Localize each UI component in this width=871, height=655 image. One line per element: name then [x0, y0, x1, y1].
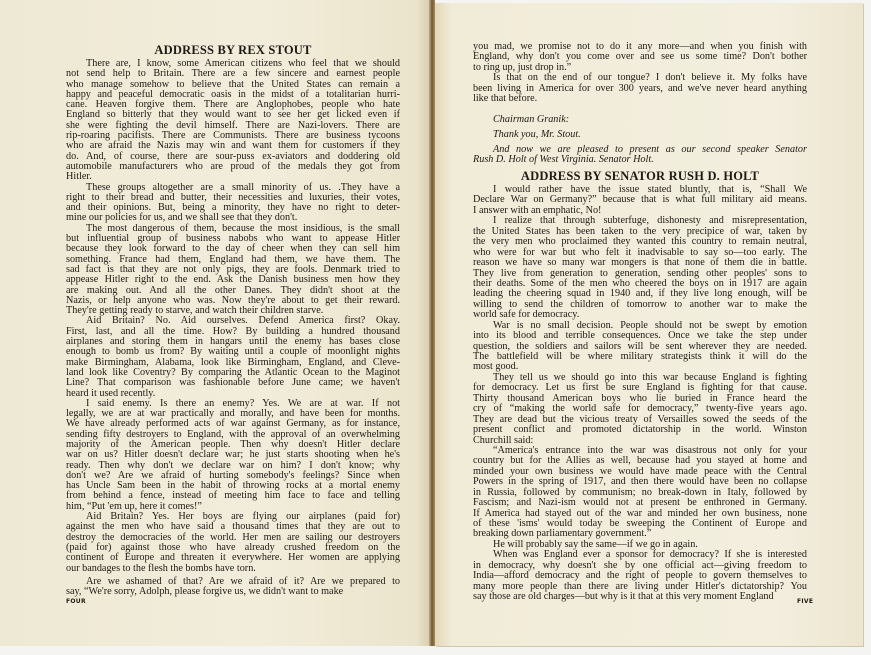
text-line: minded your own business we would have made peace with the Central — [473, 465, 807, 477]
text-line: “America's entrance into the war was disastrous not only for your — [493, 444, 807, 456]
text-line: They are dead but the vicious treaty of Versailles sowed the seeds of the — [473, 413, 807, 425]
text-line: country but for the Allies as well, because had you stayed at home and — [473, 455, 807, 467]
text-line: question, the soldiers and sailors will be sent wherever they are needed. — [473, 340, 807, 352]
text-line: been living in America for over 300 years, and we've never heard anything — [473, 82, 807, 94]
text-line: heard it used recently. — [66, 387, 156, 399]
text-line: do. And, of course, there are sour-puss ex-aviators and doddering old — [66, 150, 400, 162]
text-line: Powers in the spring of 1917, and then there would have been no collapse — [473, 476, 807, 488]
text-line: has Uncle Sam been in the habit of throwing rocks at a mortal enemy — [66, 480, 400, 492]
paragraph — [66, 399, 400, 512]
text-line: cane. Heaven forgive them. There are Anglophobes, people who hate — [66, 99, 400, 111]
text-line: Aid Britain? No. Aid ourselves. Defend America first? Okay. — [86, 315, 400, 327]
paragraph — [473, 185, 807, 216]
text-line: England so bitterly that they would want to see her get licked even if — [66, 109, 400, 121]
text-line: Churchill said: — [473, 434, 534, 446]
text-line: from behind a fence, instead of meeting him face to face and telling — [66, 490, 400, 502]
text-line: We have already performed acts of war against Germany, as for instance, — [66, 418, 400, 430]
paragraph — [473, 145, 807, 166]
text-line: destroy the democracies of the world. Her men are sailing our destroyers — [66, 531, 400, 543]
section-title: ADDRESS BY SENATOR RUSH D. HOLT — [520, 169, 760, 183]
text-line: present conflict and promoted dictatorship in the world. Winston — [473, 424, 807, 436]
text-line: Chairman Granik: — [493, 114, 570, 125]
text-line: I answer with an emphatic, No! — [473, 204, 602, 216]
text-line: say those are old charges—but why is it that at this very moment England — [473, 591, 774, 603]
text-line: breaking down parliamentary government.” — [473, 528, 652, 540]
text-line: who manage somehow to believe that the United States can remain a — [66, 78, 400, 90]
text-line: and their opinions. But, being a minority, they have no right to deter- — [66, 202, 400, 214]
text-line: Nazis, or help anyone who was. Now they're about to get their reward. — [66, 294, 400, 306]
text-line: who were for war but who felt it inadvisable to say so—too early. The — [473, 246, 807, 258]
text-line: cry of “making the world safe for democracy,” twenty-five years ago. — [473, 403, 807, 415]
paragraph — [66, 512, 400, 574]
text-line: If America had stayed out of the war and minded her own business, none — [473, 507, 807, 519]
text-line: Are we ashamed of that? Are we afraid of it? Are we prepared to — [86, 575, 400, 587]
text-line: him, “Put 'em up, here it comes!” — [66, 500, 202, 512]
paragraph — [66, 59, 400, 183]
text-line: in Russia, followed by communism; no break-down in Italy, followed by — [473, 486, 807, 498]
paragraph — [473, 550, 807, 602]
text-line: airplanes and storing them in hangars until the enemy has bases close — [66, 336, 400, 348]
text-line: make Birmingham, Alabama, look like Birmingham, England, and Cleve- — [66, 356, 400, 368]
text-line: most good. — [473, 361, 519, 373]
text-line: she were fighting the devil himself. There are Nazi-lovers. There are — [66, 119, 400, 131]
text-line: I said enemy. Is there an enemy? Yes. We are at war. If not — [86, 397, 400, 409]
text-line: war on us? Hitler doesn't declare war; he just starts shooting when he's — [66, 449, 400, 461]
text-line: Line? That comparison was fashionable before June came; we haven't — [66, 377, 400, 389]
text-line: happy and peaceful democratic oasis in the midst of a totalitarian hurri- — [66, 88, 400, 100]
introduction — [473, 145, 807, 166]
text-line: He will probably say the same—if we go in again. — [493, 538, 698, 550]
text-line: These groups altogether are a small minority of us. .They have a — [86, 181, 400, 193]
text-line: They tell us we should go into this war because England is fighting — [493, 371, 807, 383]
text-line: There are, I know, some American citizens who feel that we should — [86, 58, 400, 69]
paragraph — [66, 577, 400, 598]
text-line: England, why don't you come over and see us some time? Don't bother — [473, 51, 807, 63]
text-line: Rush D. Holt of West Virginia. Senator Holt. — [473, 154, 654, 166]
paragraph — [66, 183, 400, 224]
paragraph — [473, 42, 807, 73]
text-line: First, last, and all the time. How? By building a hundred thousand — [66, 325, 400, 337]
text-line: land look like Coventry? By comparing the Atlantic Ocean to the Maginot — [66, 366, 400, 378]
text-line: And now we are pleased to present as our second speaker Senator — [493, 144, 807, 155]
text-line: Thank you, Mr. Stout. — [493, 129, 581, 140]
text-line: leading the cheering squad in 1940 and, if they live long enough, will be — [473, 288, 807, 300]
text-line: War is no small decision. People should not be swept by emotion — [493, 319, 807, 331]
text-line: The battlefield will be where military strategists think it will do the — [473, 351, 807, 362]
text-line: legally, we are at war practically and morally, and have been for months. — [66, 408, 400, 420]
text-line: I realize that through subterfuge, dishonesty and misrepresentation, — [493, 215, 807, 227]
text-line: like that before. — [473, 93, 538, 105]
text-line: of these 'isms' would today be sweeping the Continent of Europe and — [473, 518, 807, 529]
stout-address-body — [66, 59, 400, 597]
text-line: something. France had them, England had them, we have them. The — [66, 253, 400, 265]
text-line: Thirty thousand American boys who lie buried in France heard the — [473, 392, 807, 404]
page-title: ADDRESS BY REX STOUT — [154, 43, 312, 57]
text-line: automobile manufacturers who are proud of the medals they got from — [66, 160, 400, 172]
text-line: The most dangerous of them, because the most insidious, is the small — [86, 222, 400, 234]
thanks-line — [473, 130, 807, 140]
text-line: world safe for democracy. — [473, 309, 580, 321]
text-line: not send help to Britain. There are a few sincere and earnest people — [66, 68, 400, 80]
text-line: They live from generation to generation, sending other peoples' sons to — [473, 267, 807, 279]
text-line: you mad, we promise not to do it any more—and when you finish with — [473, 41, 807, 52]
page-number: FIVE — [797, 598, 814, 605]
text-line: mine our policies for us, and we shall see that they don't. — [66, 212, 298, 224]
paragraph — [473, 446, 807, 540]
text-line: willing to send the children of tomorrow to another war to make the — [473, 298, 807, 310]
text-line: for democracy. Let us first be sure England is fighting for that cause. — [473, 382, 807, 394]
text-line: the United States has been taken to the very precipice of war, taken by — [473, 225, 807, 237]
text-line: are making out. And all the other Danes. They didn't shoot at the — [66, 284, 400, 296]
text-line: because they look forward to the day of cheer when they can sell him — [66, 243, 400, 255]
text-line: Fascism; and Nazi-ism would not at present be enthroned in Germany. — [473, 497, 807, 509]
text-line: right to their bread and butter, their necessities and luxuries, their votes, — [66, 191, 400, 203]
text-line: against the men who have said a thousand times that they are out to — [66, 521, 400, 533]
text-line: majority of the American people. Then why doesn't Hitler declare — [66, 438, 400, 450]
paragraph — [473, 321, 807, 373]
right-page — [435, 3, 863, 646]
text-line: the very men who proclaimed they wanted this country to remain neutral, — [473, 236, 807, 248]
chairman-label — [473, 115, 807, 125]
text-line: Declare War on Germany?” because that is what full military aid means. — [473, 194, 807, 206]
text-line: don't we? Are we afraid of hurting somebody's feelings? Since when — [66, 469, 400, 481]
left-page — [0, 0, 429, 646]
text-line: Hitler. — [66, 171, 92, 183]
text-line: (paid for) against those who have already crushed freedom on the — [66, 541, 400, 553]
text-line: in democracy, why doesn't she by one official act—giving freedom to — [473, 559, 807, 571]
paragraph — [473, 73, 807, 104]
text-line: many more people than there are living under Hitler's dictatorship? You — [473, 580, 807, 592]
holt-address-body — [473, 185, 807, 603]
text-line: When was England ever a sponsor for democracy? If she is interested — [493, 549, 807, 561]
text-line: reason we have so many war mongers is that none of them die in battle. — [473, 257, 807, 269]
text-line: who are afraid the Nazis may win and want them for customers if they — [66, 140, 400, 152]
text-line: They're getting ready to starve, and watch their children starve. — [66, 305, 324, 317]
paragraph — [473, 216, 807, 320]
text-line: say, “We're sorry, Adolph, please forgive us, we didn't want to make — [66, 586, 344, 598]
text-line: but influential group of business nabobs who want to appease Hitler — [66, 233, 400, 245]
page-number: FOUR — [66, 598, 86, 605]
text-line: enough to bomb us from? By waiting until a couple of moonlight nights — [66, 346, 400, 358]
paragraph — [66, 224, 400, 317]
text-line: Aid Britain? Yes. Her boys are flying our airplanes (paid for) — [86, 511, 400, 523]
text-line: sad fact is that they are not only pigs, they are fools. Denmark tried to — [66, 263, 400, 275]
text-line: sending fifty destroyers to England, with the approval of an overwhelming — [66, 428, 400, 440]
text-line: ready. Then why don't we declare war on him? I don't know; why — [66, 459, 400, 471]
stout-address-continuation — [473, 42, 807, 105]
text-line: their deaths. Some of the men who cheered the boys on in 1917 are again — [473, 277, 807, 289]
paragraph — [66, 316, 400, 398]
text-line: India—afford democracy and the right of people to govern themselves to — [473, 570, 807, 582]
paragraph — [473, 373, 807, 446]
text-line: into its blood and terrible consequences. Once we take the step under — [473, 330, 807, 342]
text-line: our bandages to the flesh the bombs have torn. — [66, 562, 256, 574]
text-line: continent of Europe and threaten it everywhere. Her women are applying — [66, 552, 400, 564]
text-line: rip-roaring pacifists. There are Communists. There are business tycoons — [66, 130, 400, 142]
text-line: to ring up, just drop in.” — [473, 61, 572, 73]
text-line: Is that on the end of our tongue? I don't believe it. My folks have — [493, 72, 807, 84]
text-line: I would rather have the issue stated bluntly, that is, “Shall We — [493, 184, 807, 195]
text-line: appease Hitler right to the end. Ask the Danish business men how they — [66, 274, 400, 286]
